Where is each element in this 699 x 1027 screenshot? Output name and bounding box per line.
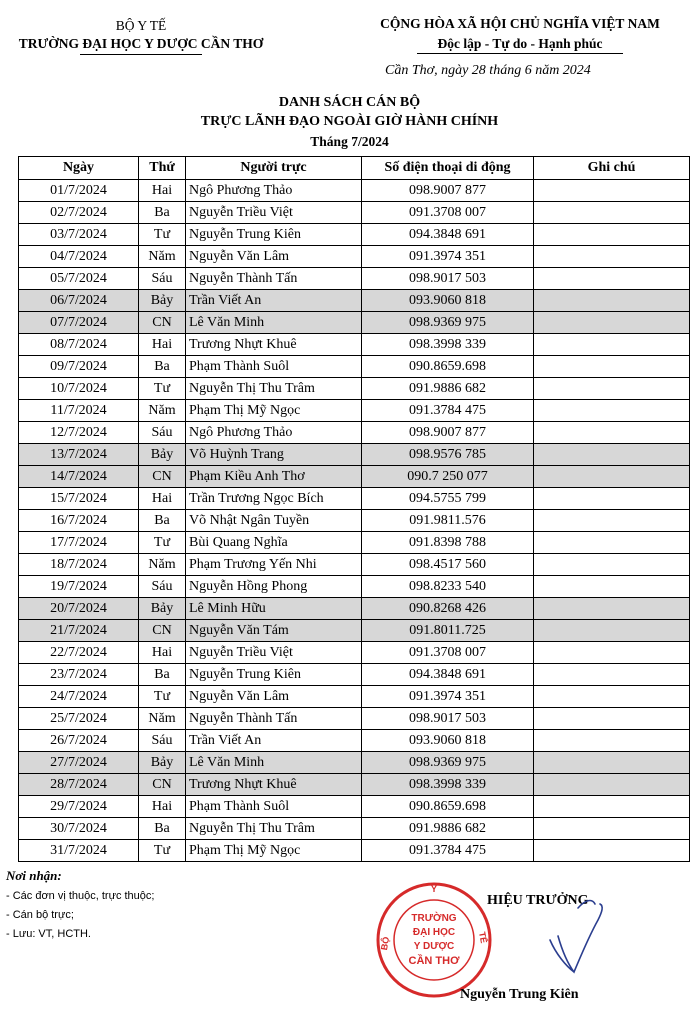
cell-person: Trần Viết An: [186, 730, 362, 752]
cell-phone: 091.8398 788: [362, 532, 534, 554]
cell-day: Năm: [139, 246, 186, 268]
cell-note: [534, 488, 690, 510]
table-row: [19, 554, 690, 576]
cell-date: 07/7/2024: [19, 312, 139, 334]
cell-date: 23/7/2024: [19, 664, 139, 686]
cell-day: Tư: [139, 378, 186, 400]
cell-day: Ba: [139, 510, 186, 532]
table-row: [19, 642, 690, 664]
cell-note: [534, 840, 690, 862]
cell-phone: 091.3974 351: [362, 246, 534, 268]
svg-text:TẾ: TẾ: [477, 930, 489, 945]
table-row: [19, 444, 690, 466]
cell-note: [534, 510, 690, 532]
cell-note: [534, 532, 690, 554]
cell-date: 04/7/2024: [19, 246, 139, 268]
cell-date: 18/7/2024: [19, 554, 139, 576]
cell-date: 06/7/2024: [19, 290, 139, 312]
seal-line: Y DƯỢC: [413, 941, 455, 952]
seal-line: ĐẠI HỌC: [412, 927, 456, 938]
table-row: [19, 840, 690, 862]
doc-subtitle: TRỰC LÃNH ĐẠO NGOÀI GIỜ HÀNH CHÍNH: [200, 114, 499, 129]
cell-person: Bùi Quang Nghĩa: [186, 532, 362, 554]
cell-note: [534, 774, 690, 796]
cell-day: Tư: [139, 532, 186, 554]
cell-date: 27/7/2024: [19, 752, 139, 774]
cell-note: [534, 708, 690, 730]
cell-date: 10/7/2024: [19, 378, 139, 400]
cell-date: 25/7/2024: [19, 708, 139, 730]
header-left: [0, 18, 282, 55]
cell-day: Tư: [139, 840, 186, 862]
cell-note: [534, 378, 690, 400]
table-row: [19, 180, 690, 202]
doc-month: Tháng 7/2024: [310, 134, 389, 149]
cell-day: Hai: [139, 796, 186, 818]
cell-date: 05/7/2024: [19, 268, 139, 290]
recipient-item: - Lưu: VT, HCTH.: [6, 928, 91, 940]
cell-phone: 091.3974 351: [362, 686, 534, 708]
cell-phone: 091.9811.576: [362, 510, 534, 532]
cell-day: Hai: [139, 334, 186, 356]
table-row: [19, 400, 690, 422]
seal-line: TRƯỜNG: [411, 913, 457, 924]
cell-note: [534, 356, 690, 378]
table-row: [19, 246, 690, 268]
cell-day: CN: [139, 312, 186, 334]
cell-date: 12/7/2024: [19, 422, 139, 444]
cell-date: 13/7/2024: [19, 444, 139, 466]
table-row: [19, 356, 690, 378]
motto: Độc lập - Tự do - Hạnh phúc: [437, 36, 603, 51]
cell-phone: 091.3708 007: [362, 642, 534, 664]
cell-date: 03/7/2024: [19, 224, 139, 246]
cell-note: [534, 312, 690, 334]
cell-day: Sáu: [139, 730, 186, 752]
cell-day: Hai: [139, 180, 186, 202]
table-row: [19, 730, 690, 752]
cell-day: Tư: [139, 686, 186, 708]
cell-date: 09/7/2024: [19, 356, 139, 378]
cell-day: Năm: [139, 400, 186, 422]
cell-note: [534, 686, 690, 708]
cell-phone: 094.3848 691: [362, 224, 534, 246]
cell-day: Sáu: [139, 268, 186, 290]
col-header-phone: Số điện thoại di động: [362, 157, 534, 180]
cell-phone: 091.3784 475: [362, 400, 534, 422]
cell-phone: 093.9060 818: [362, 730, 534, 752]
table-row: [19, 774, 690, 796]
cell-note: [534, 642, 690, 664]
table-row: [19, 818, 690, 840]
country-name: CỘNG HÒA XÃ HỘI CHỦ NGHĨA VIỆT NAM: [380, 16, 660, 31]
table-row: [19, 290, 690, 312]
cell-phone: 098.9369 975: [362, 752, 534, 774]
cell-phone: 098.3998 339: [362, 774, 534, 796]
table-row: [19, 224, 690, 246]
cell-note: [534, 466, 690, 488]
cell-phone: 093.9060 818: [362, 290, 534, 312]
cell-day: Sáu: [139, 576, 186, 598]
cell-day: CN: [139, 774, 186, 796]
signer-name: Nguyễn Trung Kiên: [460, 987, 579, 1002]
cell-note: [534, 444, 690, 466]
cell-person: Nguyễn Văn Lâm: [186, 246, 362, 268]
cell-person: Võ Huỳnh Trang: [186, 444, 362, 466]
cell-note: [534, 620, 690, 642]
cell-person: Trần Trương Ngọc Bích: [186, 488, 362, 510]
table-row: [19, 334, 690, 356]
table-row: [19, 598, 690, 620]
cell-date: 15/7/2024: [19, 488, 139, 510]
cell-phone: 098.9017 503: [362, 268, 534, 290]
cell-date: 14/7/2024: [19, 466, 139, 488]
cell-person: Nguyễn Hồng Phong: [186, 576, 362, 598]
svg-text:BỘ: BỘ: [378, 935, 392, 951]
seal-ring-text: Y: [430, 884, 438, 894]
cell-note: [534, 246, 690, 268]
cell-phone: 090.8659.698: [362, 796, 534, 818]
cell-note: [534, 598, 690, 620]
table-row: [19, 532, 690, 554]
cell-day: Sáu: [139, 422, 186, 444]
cell-note: [534, 400, 690, 422]
cell-phone: 091.9886 682: [362, 818, 534, 840]
ministry-name: BỘ Y TẾ: [115, 18, 167, 33]
cell-person: Nguyễn Trung Kiên: [186, 664, 362, 686]
cell-phone: 090.8268 426: [362, 598, 534, 620]
cell-day: CN: [139, 620, 186, 642]
cell-date: 22/7/2024: [19, 642, 139, 664]
cell-date: 28/7/2024: [19, 774, 139, 796]
cell-day: Bảy: [139, 598, 186, 620]
cell-day: Hai: [139, 642, 186, 664]
cell-date: 30/7/2024: [19, 818, 139, 840]
cell-date: 29/7/2024: [19, 796, 139, 818]
cell-day: Năm: [139, 554, 186, 576]
cell-phone: 090.8659.698: [362, 356, 534, 378]
cell-phone: 098.3998 339: [362, 334, 534, 356]
cell-date: 01/7/2024: [19, 180, 139, 202]
cell-person: Trần Viết An: [186, 290, 362, 312]
recipient-item: - Cán bộ trực;: [6, 909, 74, 921]
handwritten-signature: [470, 888, 610, 983]
cell-note: [534, 752, 690, 774]
doc-title: DANH SÁCH CÁN BỘ: [278, 95, 421, 110]
cell-phone: 098.9007 877: [362, 180, 534, 202]
table-row: [19, 488, 690, 510]
cell-day: CN: [139, 466, 186, 488]
cell-person: Phạm Thành Suôl: [186, 356, 362, 378]
cell-date: 11/7/2024: [19, 400, 139, 422]
table-row: [19, 312, 690, 334]
cell-date: 19/7/2024: [19, 576, 139, 598]
cell-date: 21/7/2024: [19, 620, 139, 642]
table-row: [19, 664, 690, 686]
table-row: [19, 620, 690, 642]
cell-phone: 091.3708 007: [362, 202, 534, 224]
cell-person: Ngô Phương Thảo: [186, 422, 362, 444]
cell-person: Nguyễn Văn Tám: [186, 620, 362, 642]
cell-phone: 091.3784 475: [362, 840, 534, 862]
cell-note: [534, 268, 690, 290]
cell-phone: 098.8233 540: [362, 576, 534, 598]
table-body: [19, 180, 690, 862]
cell-person: Võ Nhật Ngân Tuyền: [186, 510, 362, 532]
cell-phone: 098.9369 975: [362, 312, 534, 334]
seal-line: CẦN THƠ: [408, 955, 460, 967]
cell-note: [534, 576, 690, 598]
cell-day: Bảy: [139, 290, 186, 312]
cell-person: Phạm Thành Suôl: [186, 796, 362, 818]
cell-day: Bảy: [139, 752, 186, 774]
cell-note: [534, 422, 690, 444]
cell-note: [534, 224, 690, 246]
header-left-underline: [80, 54, 202, 55]
cell-phone: 098.4517 560: [362, 554, 534, 576]
cell-phone: 098.9576 785: [362, 444, 534, 466]
cell-date: 31/7/2024: [19, 840, 139, 862]
cell-note: [534, 818, 690, 840]
cell-note: [534, 796, 690, 818]
cell-date: 26/7/2024: [19, 730, 139, 752]
cell-person: Nguyễn Thị Thu Trâm: [186, 378, 362, 400]
cell-person: Phạm Kiều Anh Thơ: [186, 466, 362, 488]
cell-date: 24/7/2024: [19, 686, 139, 708]
table-row: [19, 422, 690, 444]
cell-day: Tư: [139, 224, 186, 246]
cell-day: Bảy: [139, 444, 186, 466]
duty-roster-table: [18, 156, 690, 862]
cell-note: [534, 202, 690, 224]
cell-person: Nguyễn Thành Tấn: [186, 708, 362, 730]
table-row: [19, 752, 690, 774]
cell-note: [534, 290, 690, 312]
cell-day: Ba: [139, 202, 186, 224]
table-row: [19, 466, 690, 488]
table-row: [19, 378, 690, 400]
cell-day: Ba: [139, 356, 186, 378]
cell-date: 16/7/2024: [19, 510, 139, 532]
col-header-date: Ngày: [19, 157, 139, 180]
cell-person: Nguyễn Triều Việt: [186, 642, 362, 664]
table-row: [19, 268, 690, 290]
university-name: TRƯỜNG ĐẠI HỌC Y DƯỢC CẦN THƠ: [18, 36, 264, 51]
cell-phone: 098.9017 503: [362, 708, 534, 730]
cell-person: Lê Minh Hữu: [186, 598, 362, 620]
recipient-item: - Các đơn vị thuộc, trực thuộc;: [6, 890, 155, 902]
signer-title: HIỆU TRƯỞNG: [487, 893, 589, 908]
cell-date: 02/7/2024: [19, 202, 139, 224]
issue-date: Cần Thơ, ngày 28 tháng 6 năm 2024: [385, 63, 591, 78]
col-header-day: Thứ: [139, 157, 186, 180]
cell-person: Phạm Thị Mỹ Ngọc: [186, 840, 362, 862]
recipients-heading: Nơi nhận:: [6, 868, 62, 883]
cell-day: Năm: [139, 708, 186, 730]
cell-date: 08/7/2024: [19, 334, 139, 356]
header-right: [340, 16, 699, 54]
table-header-row: [19, 157, 690, 180]
cell-phone: 094.3848 691: [362, 664, 534, 686]
cell-person: Lê Văn Minh: [186, 752, 362, 774]
cell-person: Nguyễn Triều Việt: [186, 202, 362, 224]
cell-phone: 091.8011.725: [362, 620, 534, 642]
cell-day: Hai: [139, 488, 186, 510]
cell-person: Trương Nhựt Khuê: [186, 774, 362, 796]
cell-note: [534, 180, 690, 202]
cell-phone: 091.9886 682: [362, 378, 534, 400]
table-row: [19, 576, 690, 598]
cell-note: [534, 730, 690, 752]
cell-phone: 090.7 250 077: [362, 466, 534, 488]
cell-date: 17/7/2024: [19, 532, 139, 554]
cell-phone: 094.5755 799: [362, 488, 534, 510]
col-header-person: Người trực: [186, 157, 362, 180]
table-row: [19, 202, 690, 224]
cell-person: Nguyễn Thành Tấn: [186, 268, 362, 290]
table-row: [19, 708, 690, 730]
cell-person: Trương Nhựt Khuê: [186, 334, 362, 356]
cell-person: Phạm Trương Yến Nhi: [186, 554, 362, 576]
cell-date: 20/7/2024: [19, 598, 139, 620]
cell-person: Lê Văn Minh: [186, 312, 362, 334]
table-row: [19, 510, 690, 532]
cell-phone: 098.9007 877: [362, 422, 534, 444]
cell-note: [534, 554, 690, 576]
cell-day: Ba: [139, 818, 186, 840]
cell-day: Ba: [139, 664, 186, 686]
cell-person: Nguyễn Văn Lâm: [186, 686, 362, 708]
cell-person: Phạm Thị Mỹ Ngọc: [186, 400, 362, 422]
recipients-block: [6, 868, 154, 944]
col-header-note: Ghi chú: [534, 157, 690, 180]
cell-note: [534, 334, 690, 356]
table-row: [19, 686, 690, 708]
cell-person: Nguyễn Trung Kiên: [186, 224, 362, 246]
table-row: [19, 796, 690, 818]
motto-underline: [417, 53, 623, 54]
cell-person: Nguyễn Thị Thu Trâm: [186, 818, 362, 840]
cell-person: Ngô Phương Thảo: [186, 180, 362, 202]
cell-note: [534, 664, 690, 686]
